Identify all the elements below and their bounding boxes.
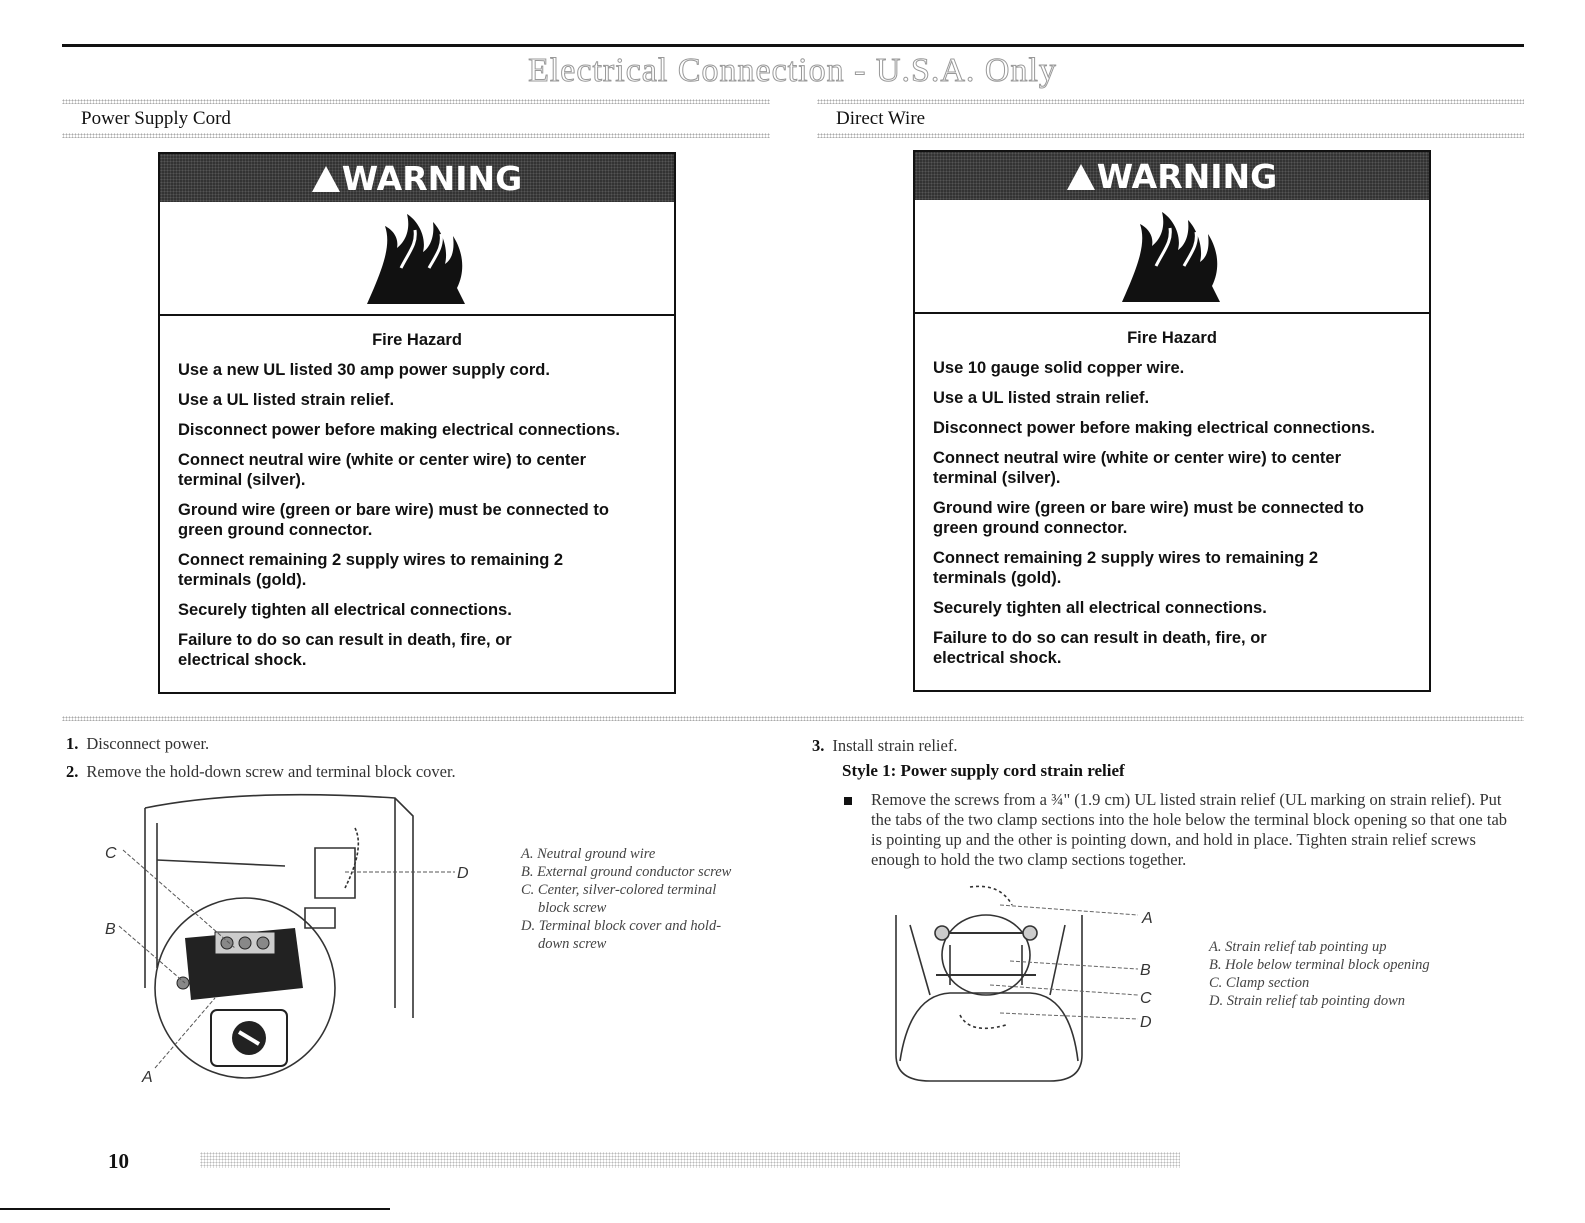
section-title-power-supply-cord: Power Supply Cord	[81, 108, 231, 129]
warning-line: Disconnect power before making electrical connections.	[933, 419, 1375, 437]
figure-label-d: D	[457, 865, 469, 882]
step-3: 3. Install strain relief.	[812, 736, 958, 755]
warning-line: Securely tighten all electrical connections.	[178, 601, 512, 619]
warning-line: Ground wire (green or bare wire) must be connected to green ground connector.	[933, 499, 1364, 537]
warning-box-right	[913, 150, 1431, 692]
hazard-title: Fire Hazard	[1127, 329, 1217, 347]
figure-label-c: C	[1140, 990, 1152, 1007]
section-title-direct-wire: Direct Wire	[836, 108, 926, 129]
warning-line: Failure to do so can result in death, fire, or electrical shock.	[933, 629, 1267, 667]
step-2: 2. Remove the hold-down screw and terminal block cover.	[66, 762, 456, 781]
figure-label-c: C	[105, 845, 117, 862]
style-1-title: Style 1: Power supply cord strain relief	[842, 761, 1125, 780]
divider	[817, 133, 1524, 138]
legend-item: down screw	[538, 936, 607, 952]
legend-item: D. Terminal block cover and hold-	[521, 918, 722, 934]
warning-line: Connect remaining 2 supply wires to remaining 2 terminals (gold).	[933, 549, 1319, 587]
divider	[817, 99, 1524, 104]
warning-line: Use a UL listed strain relief.	[933, 389, 1150, 407]
warning-line: Failure to do so can result in death, fire, or electrical shock.	[178, 631, 512, 669]
figure-label-b: B	[105, 921, 116, 938]
legend-item: A. Strain relief tab pointing up	[1209, 939, 1387, 955]
warning-line: Use a UL listed strain relief.	[178, 391, 395, 409]
warning-header	[160, 154, 674, 202]
step-1: 1. Disconnect power.	[66, 734, 210, 753]
footer-band	[200, 1152, 1180, 1168]
warning-line: Connect neutral wire (white or center wire) to center terminal (silver).	[933, 449, 1341, 487]
divider	[62, 99, 770, 104]
warning-line: Connect neutral wire (white or center wire) to center terminal (silver).	[178, 451, 586, 489]
legend-item: A. Neutral ground wire	[521, 846, 656, 862]
warning-line: Securely tighten all electrical connections.	[933, 599, 1267, 617]
fire-icon	[357, 208, 477, 308]
figure-legend-right	[1209, 939, 1430, 1011]
figure-label-a: A	[1142, 910, 1153, 927]
warning-line: Disconnect power before making electrical connections.	[178, 421, 620, 439]
legend-item: B. Hole below terminal block opening	[1209, 957, 1430, 973]
warning-heading: WARNING	[341, 159, 523, 198]
page-title: Electrical Connection - U.S.A. Only	[528, 52, 1057, 89]
strain-relief-illustration	[890, 885, 1170, 1085]
legend-item: C. Clamp section	[1209, 975, 1310, 991]
warning-heading: WARNING	[1096, 157, 1278, 196]
legend-item: B. External ground conductor screw	[521, 864, 732, 880]
figure-label-d: D	[1140, 1014, 1152, 1031]
figure-legend-left	[521, 846, 731, 954]
legend-item: D. Strain relief tab pointing down	[1209, 993, 1406, 1009]
warning-line: Connect remaining 2 supply wires to remaining 2 terminals (gold).	[178, 551, 564, 589]
bottom-rule	[0, 1208, 390, 1210]
divider	[62, 716, 1524, 721]
warning-line: Use a new UL listed 30 amp power supply cord.	[178, 361, 550, 379]
bullet-text: Remove the screws from a ¾" (1.9 cm) UL listed strain relief (UL marking on strain relief). Put the tabs of the two clamp sections into the hole below the terminal block opening so that one tab is pointing up and the other is pointing down, and hold in place. Tighten strain relief screws enough to hold the two clamp sections together.	[871, 790, 1508, 869]
fire-icon	[1112, 206, 1232, 306]
page-number: 10	[108, 1149, 129, 1173]
figure-label-b: B	[1140, 962, 1151, 979]
warning-header	[915, 152, 1429, 200]
warning-line: Use 10 gauge solid copper wire.	[933, 359, 1185, 377]
figure-label-a: A	[142, 1069, 153, 1086]
warning-triangle-icon	[312, 166, 340, 192]
hazard-title: Fire Hazard	[372, 331, 462, 349]
terminal-block-illustration	[95, 788, 535, 1118]
warning-box-left	[158, 152, 676, 694]
bullet-marker	[844, 797, 852, 805]
warning-line: Ground wire (green or bare wire) must be connected to green ground connector.	[178, 501, 609, 539]
warning-triangle-icon	[1067, 164, 1095, 190]
legend-item: C. Center, silver-colored terminal	[521, 882, 717, 898]
top-rule	[62, 44, 1524, 47]
legend-item: block screw	[538, 900, 607, 916]
divider	[62, 133, 770, 138]
